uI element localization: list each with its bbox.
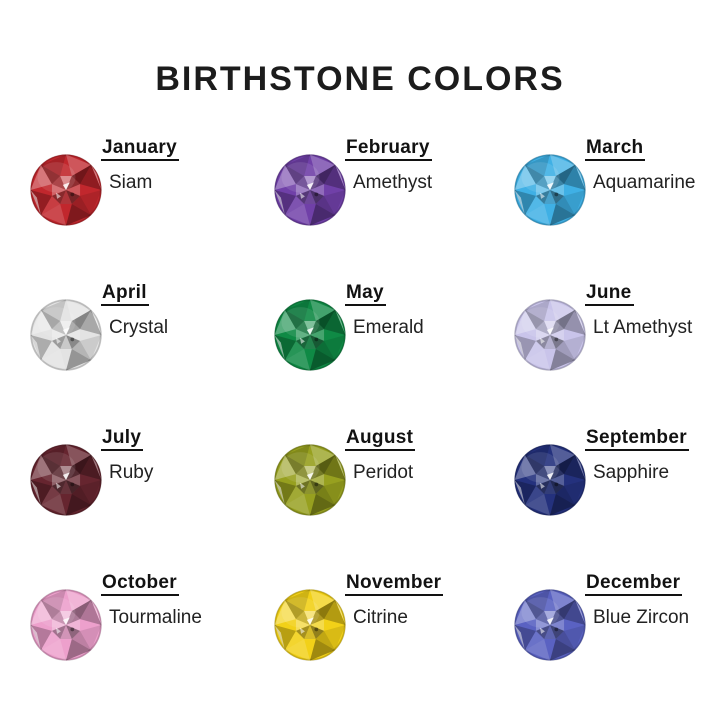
month-label-october: October (101, 572, 179, 596)
month-label-may: May (345, 282, 386, 306)
month-label-november: November (345, 572, 443, 596)
month-label-december: December (585, 572, 682, 596)
gem-march-icon (512, 152, 588, 228)
gem-august-icon (272, 442, 348, 518)
month-label-march: March (585, 137, 645, 161)
stone-label-blue-zircon: Blue Zircon (593, 607, 690, 628)
birthstone-cell-january (28, 125, 272, 270)
birthstone-cell-november (272, 560, 512, 705)
gem-november-icon (272, 587, 348, 663)
birthstone-cell-july (28, 415, 272, 560)
birthstone-cell-october (28, 560, 272, 705)
gem-july-icon (28, 442, 104, 518)
cell-text (345, 125, 512, 194)
cell-text (101, 415, 272, 484)
stone-label-ruby: Ruby (109, 462, 154, 483)
gem-september-icon (512, 442, 588, 518)
cell-text (345, 270, 512, 339)
page-title: BIRTHSTONE COLORS (155, 60, 565, 98)
cell-text (585, 560, 720, 629)
month-label-september: September (585, 427, 689, 451)
stone-label-citrine: Citrine (353, 607, 408, 628)
stone-label-siam: Siam (109, 172, 153, 193)
cell-text (585, 125, 720, 194)
birthstone-cell-april (28, 270, 272, 415)
birthstone-cell-december (512, 560, 720, 705)
gem-april-icon (28, 297, 104, 373)
stone-label-emerald: Emerald (353, 317, 424, 338)
birthstone-cell-september (512, 415, 720, 560)
gem-may-icon (272, 297, 348, 373)
month-label-june: June (585, 282, 634, 306)
birthstone-cell-june (512, 270, 720, 415)
cell-text (101, 270, 272, 339)
stone-label-sapphire: Sapphire (593, 462, 670, 483)
cell-text (101, 125, 272, 194)
cell-text (345, 415, 512, 484)
birthstone-cell-august (272, 415, 512, 560)
gem-october-icon (28, 587, 104, 663)
stone-label-peridot: Peridot (353, 462, 414, 483)
stone-label-tourmaline: Tourmaline (109, 607, 202, 628)
stone-label-lt-amethyst: Lt Amethyst (593, 317, 693, 338)
birthstone-cell-february (272, 125, 512, 270)
month-label-january: January (101, 137, 179, 161)
birthstone-cell-march (512, 125, 720, 270)
gem-february-icon (272, 152, 348, 228)
gem-december-icon (512, 587, 588, 663)
cell-text (585, 415, 720, 484)
birthstone-cell-may (272, 270, 512, 415)
stone-label-amethyst: Amethyst (353, 172, 433, 193)
month-label-april: April (101, 282, 149, 306)
month-label-august: August (345, 427, 415, 451)
cell-text (101, 560, 272, 629)
month-label-february: February (345, 137, 432, 161)
cell-text (345, 560, 512, 629)
birthstone-grid (0, 125, 720, 705)
stone-label-aquamarine: Aquamarine (593, 172, 696, 193)
gem-january-icon (28, 152, 104, 228)
month-label-july: July (101, 427, 143, 451)
cell-text (585, 270, 720, 339)
gem-june-icon (512, 297, 588, 373)
stone-label-crystal: Crystal (109, 317, 169, 338)
